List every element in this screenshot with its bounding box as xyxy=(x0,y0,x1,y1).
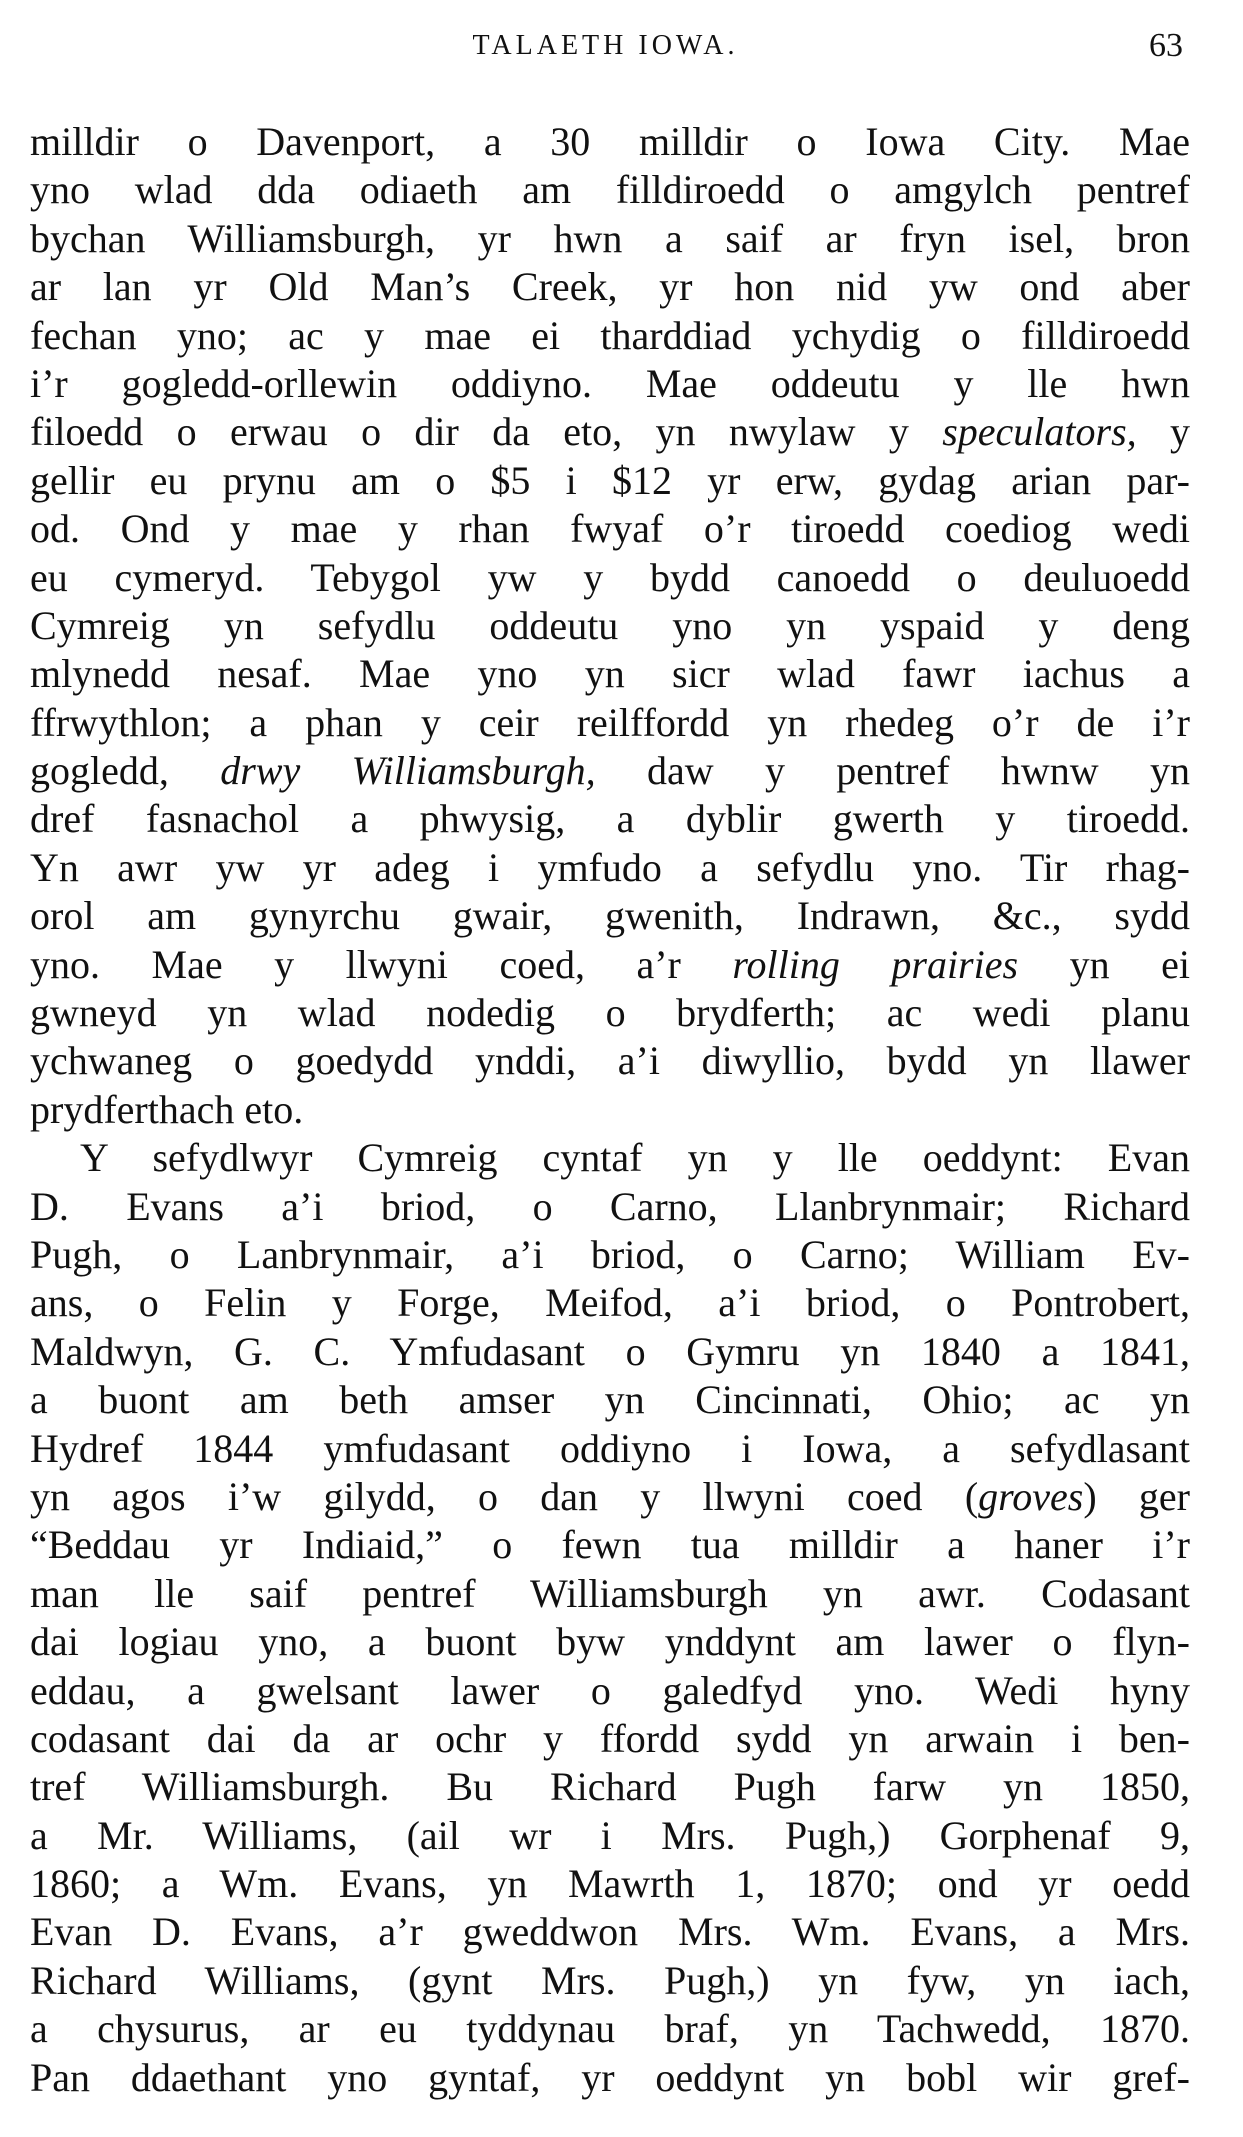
text-segment: gogledd, xyxy=(30,748,221,794)
text-line: dref fasnachol a phwysig, a dyblir gwerth y tiroedd. xyxy=(30,796,1190,842)
text-segment: yno. Mae y llwyni coed, a’r xyxy=(30,941,733,987)
text-line: eddau, a gwelsant lawer o galedfyd yno. Wedi hyny xyxy=(30,1667,1190,1713)
text-line: a Mr. Williams, (ail wr i Mrs. Pugh,) Gorphenaf 9, xyxy=(30,1812,1190,1858)
text-line: ffrwythlon; a phan y ceir reilffordd yn rhedeg o’r de i’r xyxy=(30,699,1190,745)
text-segment: yn ei xyxy=(1018,941,1190,987)
text-line xyxy=(30,408,1190,456)
text-segment: filoedd o erwau o dir da eto, yn nwylaw y xyxy=(30,409,943,455)
text-line: yno wlad dda odiaeth am filldiroedd o amgylch pentref xyxy=(30,167,1190,213)
text-line: Yn awr yw yr adeg i ymfudo a sefydlu yno. Tir rhag- xyxy=(30,844,1190,890)
italic-text: groves xyxy=(978,1473,1084,1519)
text-segment: daw y pentref hwnw yn xyxy=(595,748,1190,794)
text-line: tref Williamsburgh. Bu Richard Pugh farw yn 1850, xyxy=(30,1764,1190,1810)
text-segment: yn agos i’w gilydd, o dan y llwyni coed ( xyxy=(30,1473,979,1519)
text-line: orol am gynyrchu gwair, gwenith, Indrawn, &c., sydd xyxy=(30,893,1190,939)
text-line xyxy=(30,1473,1190,1521)
text-line: D. Evans a’i briod, o Carno, Llanbrynmair; Richard xyxy=(30,1183,1190,1229)
text-segment: y xyxy=(1136,409,1191,455)
text-line: Pugh, o Lanbrynmair, a’i briod, o Carno; William Ev- xyxy=(30,1231,1190,1277)
text-line: ans, o Felin y Forge, Meifod, a’i briod, o Pontrobert, xyxy=(30,1280,1190,1326)
text-line xyxy=(30,941,1190,989)
text-line: eu cymeryd. Tebygol yw y bydd canoedd o deuluoedd xyxy=(30,554,1190,600)
text-line: a buont am beth amser yn Cincinnati, Ohio; ac yn xyxy=(30,1377,1190,1423)
text-segment: ) ger xyxy=(1083,1473,1190,1519)
text-line: Maldwyn, G. C. Ymfudasant o Gymru yn 1840 a 1841, xyxy=(30,1328,1190,1374)
text-line: od. Ond y mae y rhan fwyaf o’r tiroedd coediog wedi xyxy=(30,506,1190,552)
text-line: gellir eu prynu am o $5 i $12 yr erw, gydag arian par- xyxy=(30,457,1190,503)
text-line: milldir o Davenport, a 30 milldir o Iowa City. Mae xyxy=(30,119,1190,164)
text-line: i’r gogledd-orllewin oddiyno. Mae oddeutu y lle hwn xyxy=(30,360,1190,406)
text-line: a chysurus, ar eu tyddynau braf, yn Tachwedd, 1870. xyxy=(30,2006,1190,2052)
text-line: 1860; a Wm. Evans, yn Mawrth 1, 1870; ond yr oedd xyxy=(30,1861,1190,1907)
text-line: dai logiau yno, a buont byw ynddynt am lawer o flyn- xyxy=(30,1619,1190,1665)
text-line: Y sefydlwyr Cymreig cyntaf yn y lle oeddynt: Evan xyxy=(80,1135,1190,1181)
body-text xyxy=(30,118,1190,2102)
text-line: Pan ddaethant yno gyntaf, yr oeddynt yn bobl wir gref- xyxy=(30,2054,1190,2100)
text-line: bychan Williamsburgh, yr hwn a saif ar fryn isel, bron xyxy=(30,215,1190,261)
text-line: ychwaneg o goedydd ynddi, a’i diwyllio, bydd yn llawer xyxy=(30,1038,1190,1084)
text-line: prydferthach eto. xyxy=(30,1086,304,1132)
text-line: “Beddau yr Indiaid,” o fewn tua milldir a haner i’r xyxy=(30,1522,1190,1568)
text-line: codasant dai da ar ochr y ffordd sydd yn arwain i ben- xyxy=(30,1715,1190,1761)
text-line: ar lan yr Old Man’s Creek, yr hon nid yw ond aber xyxy=(30,264,1190,310)
text-line: gwneyd yn wlad nodedig o brydferth; ac wedi planu xyxy=(30,990,1190,1036)
text-line: Richard Williams, (gynt Mrs. Pugh,) yn fyw, yn iach, xyxy=(30,1957,1190,2003)
italic-text: drwy Williamsburgh, xyxy=(220,748,596,794)
text-line: mlynedd nesaf. Mae yno yn sicr wlad fawr iachus a xyxy=(30,651,1190,697)
text-line: fechan yno; ac y mae ei tharddiad ychydig o filldiroedd xyxy=(30,312,1190,358)
running-title: TALAETH IOWA. xyxy=(472,30,739,61)
text-line: Cymreig yn sefydlu oddeutu yno yn yspaid y deng xyxy=(30,602,1190,648)
text-line: Hydref 1844 ymfudasant oddiyno i Iowa, a sefydlasant xyxy=(30,1425,1190,1471)
text-line xyxy=(30,747,1190,795)
text-line: Evan D. Evans, a’r gweddwon Mrs. Wm. Evans, a Mrs. xyxy=(30,1909,1190,1955)
italic-text: rolling prairies xyxy=(732,941,1019,987)
running-head xyxy=(28,18,1183,74)
italic-text: speculators, xyxy=(942,409,1137,455)
text-line: man lle saif pentref Williamsburgh yn awr. Codasant xyxy=(30,1570,1190,1616)
page-number: 63 xyxy=(1149,27,1183,64)
